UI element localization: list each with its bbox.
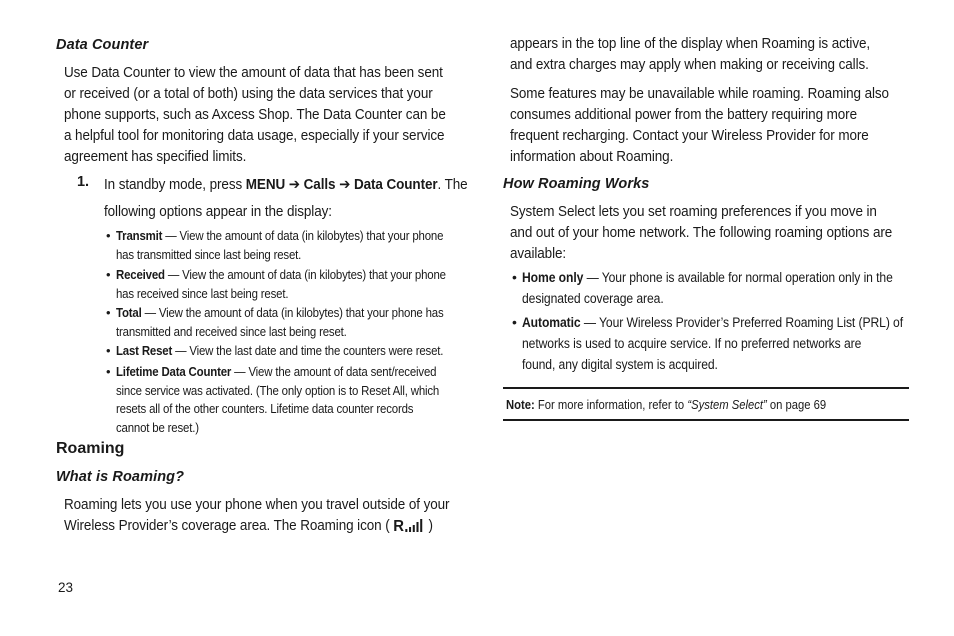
roaming-icon [393,517,425,533]
svg-text:R: R [393,517,404,533]
bullet-transmit: Transmit — View the amount of data (in kilobytes) that your phone has transmitted since last being reset. [116,228,444,262]
roaming-heading: Roaming [56,440,125,457]
note-bottom-rule [503,419,909,421]
how-roaming-works-heading: How Roaming Works [503,176,650,192]
note-top-rule [503,387,909,389]
bullet-automatic: Automatic — Your Wireless Provider’s Preferred Roaming List (PRL) of networks is used to acquire service. If no preferred networks are found, any digital system is acquired. [522,315,904,372]
bullet-icon: • [512,314,517,330]
step-text: In standby mode, press MENU ➔ Calls ➔ Data Counter. The following options appear in the display: [104,177,468,220]
bullet-last-reset: Last Reset — View the last date and time the counters were reset. [116,343,444,358]
bullet-lifetime: Lifetime Data Counter — View the amount of data sent/received since service was activated. (The only option is to Reset All, which resets all of the other counters. Lifetime data counter records cannot be reset.) [116,364,440,435]
intro-line: agreement has specified limits. [64,149,247,165]
bullet-icon: • [106,228,111,243]
step-number: 1. [77,174,89,190]
intro-line: a helpful tool for monitoring data usage, especially if your service [64,128,445,144]
bullet-received: Received — View the amount of data (in kilobytes) that your phone has received since last being reset. [116,267,446,301]
arrow-icon: ➔ [339,177,351,193]
roaming-continued: appears in the top line of the display when Roaming is active, and extra charges may apply when making or receiving calls. [510,36,871,73]
intro-line: or received (or a total of both) using the data services that your [64,86,433,102]
page-number: 23 [58,580,74,595]
bullet-icon: • [106,364,111,379]
bullet-icon: • [512,269,517,285]
data-counter-label: Data Counter [353,177,438,193]
roaming-paragraph: Roaming lets you use your phone when you travel outside of your Wireless Provider’s coverage area. The Roaming icon ( R ) [64,497,450,534]
note: Note: For more information, refer to “System Select” on page 69 [506,398,827,412]
menu-label: MENU [245,177,286,193]
bullet-icon: • [106,305,111,320]
bullet-home-only: Home only — Your phone is available for normal operation only in the designated coverage area. [522,270,893,306]
features-paragraph: Some features may be unavailable while roaming. Roaming also consumes additional power from the battery requiring more frequent recharging. Contact your Wireless Provider for more information about Roaming. [510,86,889,165]
bullet-total: Total — View the amount of data (in kilobytes) that your phone has transmitted and received since last being reset. [116,305,444,339]
data-counter-heading: Data Counter [56,37,149,53]
what-is-roaming-heading: What is Roaming? [56,469,185,485]
system-select-link[interactable]: “System Select” [687,398,767,412]
bullet-icon: • [106,267,111,282]
calls-label: Calls [303,177,336,193]
intro-line: phone supports, such as Axcess Shop. The Data Counter can be [64,107,446,123]
system-select-paragraph: System Select lets you set roaming preferences if you move in and out of your home network. The following roaming options are available: [510,204,893,262]
bullet-icon: • [106,343,111,358]
data-counter-intro [64,63,446,168]
arrow-icon: ➔ [288,177,300,193]
intro-line: Use Data Counter to view the amount of data that has been sent [64,65,443,81]
